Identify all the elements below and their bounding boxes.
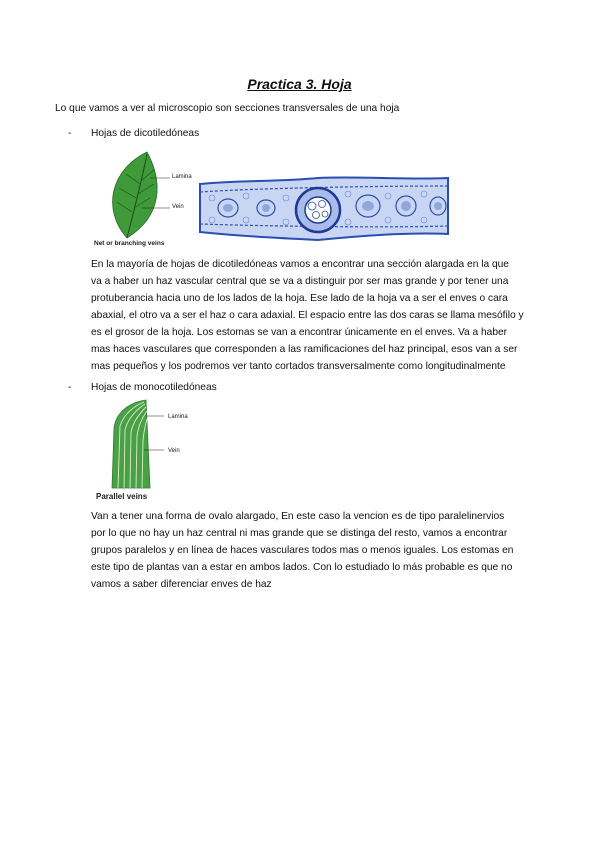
paragraph-line: mas pequeños y los podremos ver tanto cortados transversalmente como longitudinalmente xyxy=(91,361,506,372)
paragraph-line: va a haber un haz vascular central que se va a distinguir por ser mas grande y por tener una xyxy=(91,276,509,287)
paragraph-line: abaxial, el otro va a ser el haz o cara adaxial. El espacio entre las dos caras se llama mesófilo y xyxy=(91,310,524,321)
paragraph-line: mas haces vasculares que corresponden a las ramificaciones del haz principal, esos van a ser xyxy=(91,344,518,355)
dicot-leaf-illustration xyxy=(92,150,202,250)
paragraph-line: En la mayoría de hojas de dicotiledóneas vamos a encontrar una sección alargada en la que xyxy=(91,259,509,270)
intro-text: Lo que vamos a ver al microscopio son secciones transversales de una hoja xyxy=(55,103,400,114)
section-heading-monocot: Hojas de monocotiledóneas xyxy=(91,382,217,393)
page-title: Practica 3. Hoja xyxy=(247,76,352,92)
dicot-lamina-label: Lamina xyxy=(172,174,192,180)
monocot-vein-label: Vein xyxy=(168,448,180,454)
paragraph-line: es el grosor de la hoja. Los estomas se van a encontrar únicamente en el enves. Va a haber xyxy=(91,327,508,338)
dicot-vein-label: Vein xyxy=(172,204,184,210)
paragraph-line: protuberancia hacia uno de los lados de la hoja. Ese lado de la hoja va a ser el enves o cara xyxy=(91,293,508,304)
paragraph-line: por lo que no hay un haz central ni mas grande que se distinga del resto, vamos a encontrar xyxy=(91,528,508,539)
dicot-cross-section-image xyxy=(198,170,450,248)
monocot-lamina-label: Lamina xyxy=(168,414,188,420)
dicot-caption: Net or branching veins xyxy=(94,240,165,247)
paragraph-line: este tipo de plantas van a estar en ambos lados. Con lo estudiado lo más probable es que no xyxy=(91,562,513,573)
dicot-leaf-blade xyxy=(113,152,158,238)
monocot-caption: Parallel veins xyxy=(96,492,148,501)
paragraph-line: Van a tener una forma de ovalo alargado, En este caso la vencion es de tipo paralelinervios xyxy=(91,511,505,522)
dicot-paragraph xyxy=(91,256,546,375)
bullet-dash: - xyxy=(68,382,72,393)
paragraph-line: grupos paralelos y en línea de haces vasculares todos mas o menos iguales. Los estomas en xyxy=(91,545,514,556)
bullet-dash: - xyxy=(68,128,72,139)
paragraph-line: vamos a saber diferenciar enves de haz xyxy=(91,579,272,590)
section-heading-dicot: Hojas de dicotiledóneas xyxy=(91,128,200,139)
monocot-leaf-illustration xyxy=(100,398,210,498)
monocot-paragraph xyxy=(91,508,546,593)
